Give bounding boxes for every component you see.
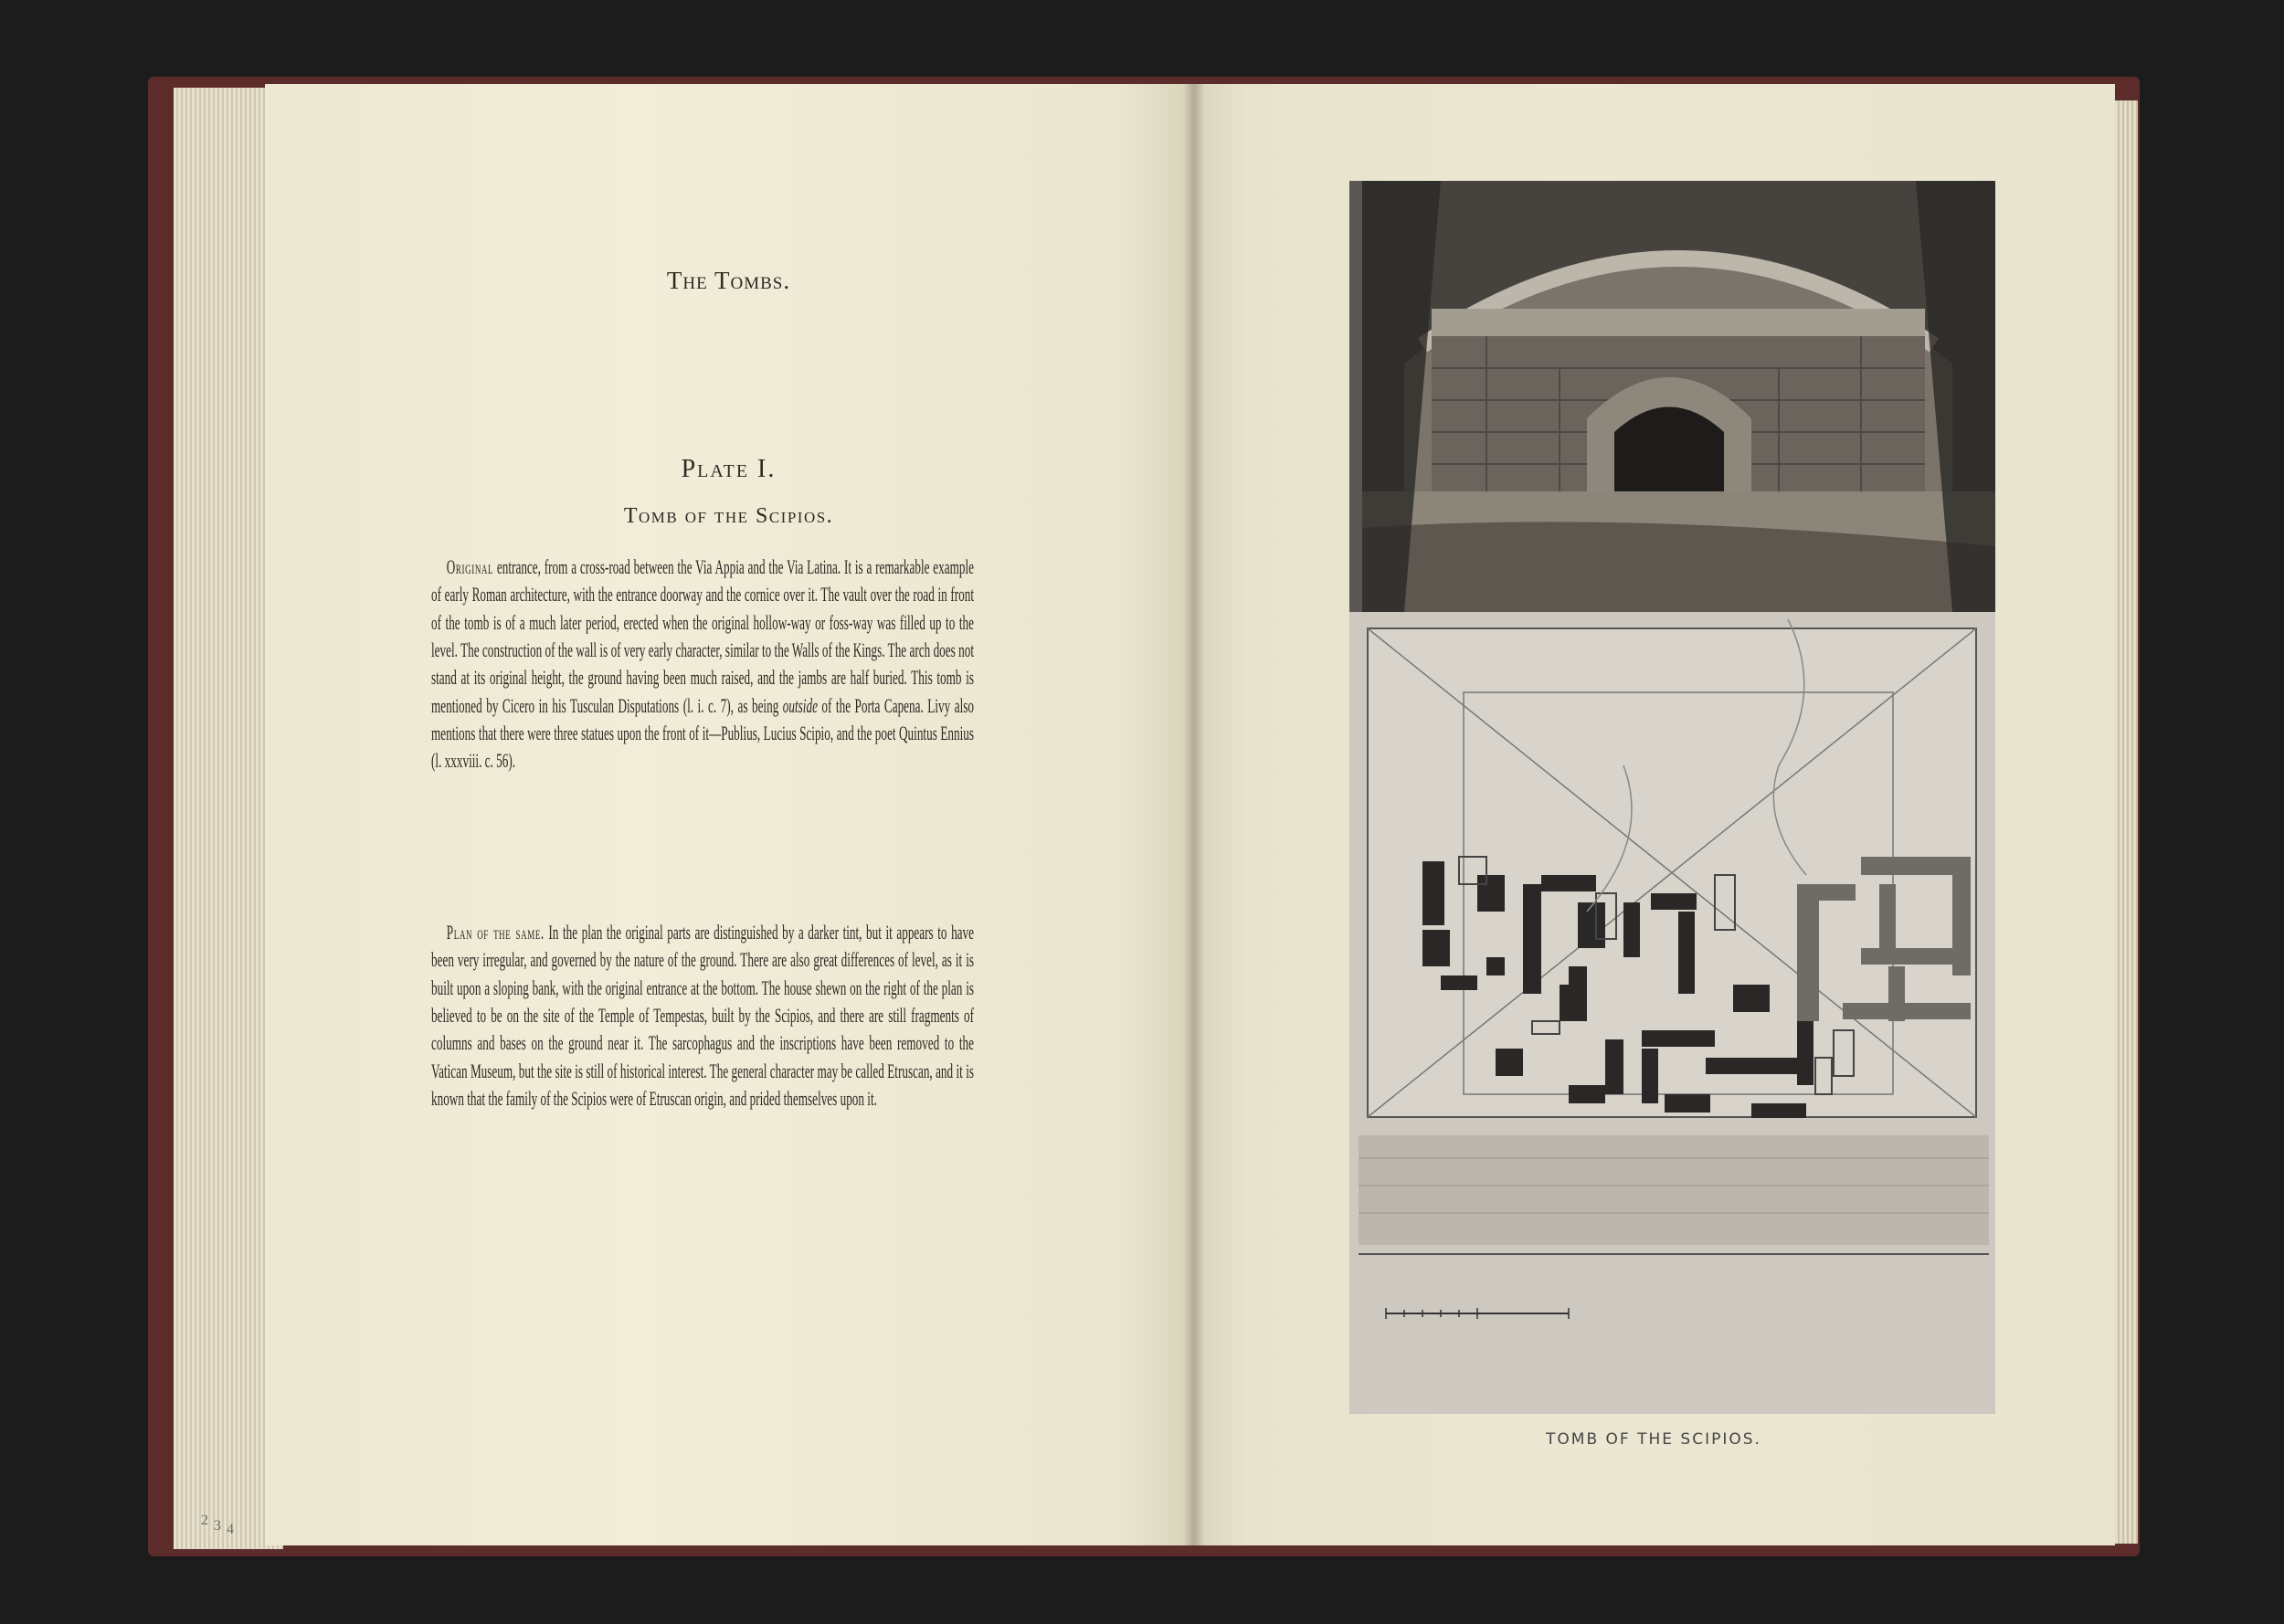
pencil-mark: 4 <box>227 1522 234 1537</box>
pencil-mark: 3 <box>214 1518 221 1534</box>
plate-caption: TOMB OF THE SCIPIOS. <box>1546 1430 1761 1449</box>
book-gutter <box>1183 84 1205 1545</box>
tomb-entrance-photo <box>1362 181 1995 612</box>
paragraph-entrance <box>431 554 974 775</box>
plate-subtitle: Tomb of the Scipios. <box>623 504 834 528</box>
paragraph-italic: outside <box>782 693 818 717</box>
left-page <box>201 84 1192 1545</box>
paragraph-lead: Plan of the same. <box>446 921 545 944</box>
paragraph-text: In the plan the original parts are distinguished by a darker tint, but it appears to have been very irregular, and governed by the nature of the ground. There are also great differences of level, as it is built upon a sloping bank, with the original entrance at the bottom. The house shewn on the right of the plan is believed to be on the site of the Temple of Tempestas, built by the Scipios, and there are still fragments of columns and bases on the ground near it. The sarcophagus and the inscriptions have been removed to the Vatican Museum, but the site is still of historical interest. The general character may be called Etruscan, and it is known that the family of the Scipios were of Etruscan origin, and prided themselves upon it. <box>431 921 974 1110</box>
plate-title: Plate I. <box>681 455 777 483</box>
plate-illustration <box>1349 181 1995 1414</box>
paragraph-text: entrance, from a cross-road between the Via Appia and the Via Latina. It is a remarkable example of early Roman architecture, with the entrance doorway and the cornice over it. The vault over the road in front of the tomb is of a much later period, erected when the original hollow-way or foss-way was filled up to the level. The construction of the wall is of very early character, similar to the Walls of the Kings. The arch does not stand at its original height, the ground having been much raised, and the jambs are half buried. This tomb is mentioned by Cicero in his Tusculan Disputations (l. i. c. 7), as being <box>431 555 974 717</box>
paragraph-lead: Original <box>446 555 494 578</box>
running-head-left: The Tombs. <box>666 267 791 294</box>
plate-photograph <box>1349 181 1995 1414</box>
paragraph-text-after: of the Porta Capena. Livy also mentions that there were three statues upon the front of it—Publius, Lucius Scipio, and the poet Quintus Ennius (l. xxxviii. c. 56). <box>431 693 974 773</box>
right-page <box>1192 84 2115 1545</box>
pencil-mark: 2 <box>201 1513 208 1528</box>
tomb-plan-drawing <box>1349 612 1995 1414</box>
paragraph-plan <box>431 919 974 1113</box>
